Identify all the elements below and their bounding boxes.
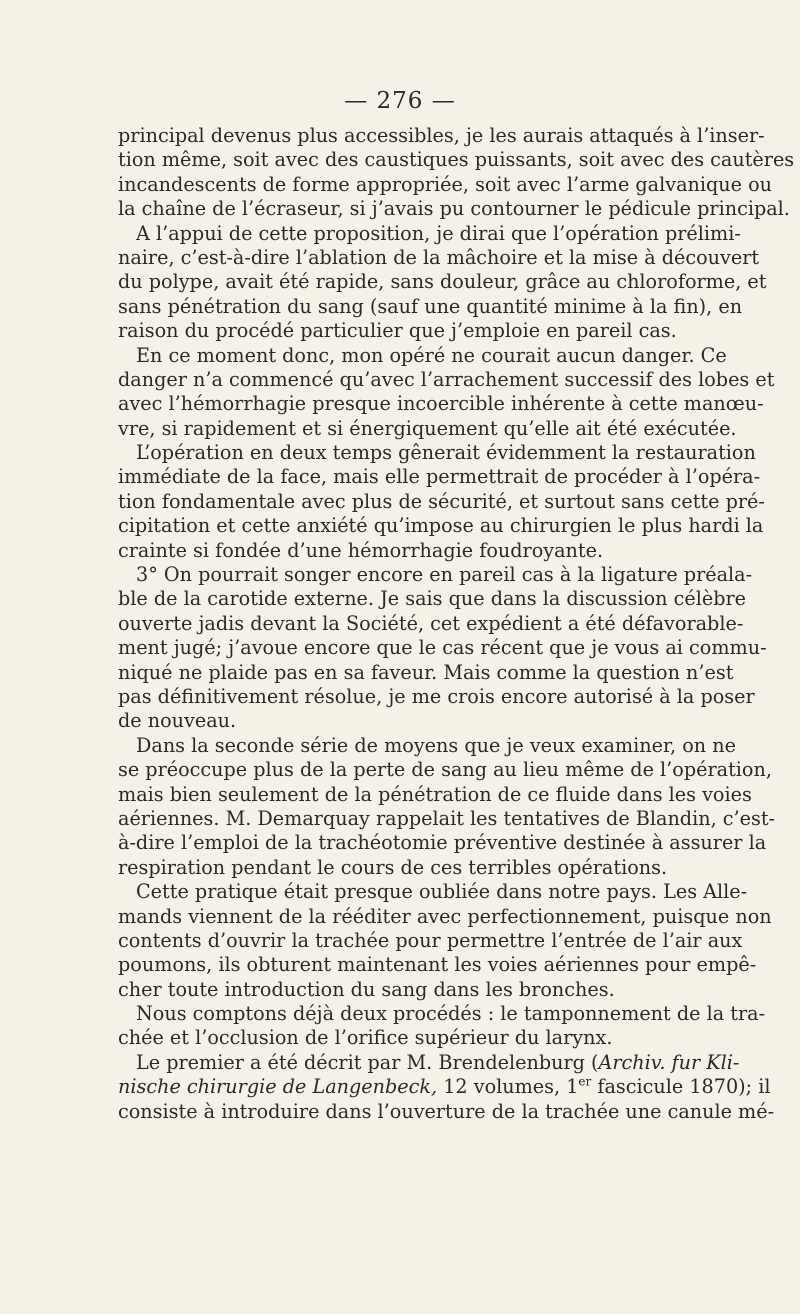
- text-segment: fascicule 1870); il: [591, 1075, 771, 1099]
- text-line: principal devenus plus accessibles, je les aurais attaqués à l’inser-: [118, 124, 765, 147]
- text-line: incandescents de forme appropriée, soit avec l’arme galvanique ou: [118, 172, 773, 196]
- text-line: contents d’ouvrir la trachée pour permettre l’entrée de l’air aux: [118, 928, 743, 952]
- text-line: Nous comptons déjà deux procédés : le tamponnement de la tra-: [136, 1002, 766, 1026]
- text-segment: Le premier a été décrit par M. Brendelenburg (: [136, 1050, 599, 1074]
- text-line: se préoccupe plus de la perte de sang au lieu même de l’opération,: [118, 758, 772, 782]
- text-line: mais bien seulement de la pénétration de ce fluide dans les voies: [118, 782, 752, 806]
- text-line: cipitation et cette anxiété qu’impose au chirurgien le plus hardi la: [118, 514, 764, 538]
- text-line: A l’appui de cette proposition, je dirai que l’opération prélimi-: [136, 221, 741, 245]
- text-line: tion même, soit avec des caustiques puissants, soit avec des cautères: [118, 148, 795, 172]
- text-line: En ce moment donc, mon opéré ne courait aucun danger. Ce: [136, 343, 727, 367]
- text-line: sans pénétration du sang (sauf une quantité minime à la fin), en: [118, 294, 743, 318]
- text-line: aériennes. M. Demarquay rappelait les tentatives de Blandin, c’est-: [118, 806, 776, 830]
- text-line: vre, si rapidement et si énergiquement qu’elle ait été exécutée.: [118, 416, 737, 440]
- text-line: immédiate de la face, mais elle permettrait de procéder à l’opéra-: [118, 465, 761, 489]
- citation-title: nische chirurgie de Langenbeck,: [118, 1075, 438, 1099]
- text-line: mands viennent de la rééditer avec perfectionnement, puisque non: [118, 904, 772, 928]
- text-line: à-dire l’emploi de la trachéotomie préventive destinée à assurer la: [118, 831, 767, 855]
- text-line: crainte si fondée d’une hémorrhagie foudroyante.: [118, 538, 604, 562]
- text-line: [118, 1050, 740, 1075]
- text-line: poumons, ils obturent maintenant les voies aériennes pour empê-: [118, 953, 757, 977]
- text-segment: 12 volumes, 1: [437, 1075, 579, 1099]
- text-line: du polype, avait été rapide, sans douleur, grâce au chloroforme, et: [118, 270, 767, 294]
- text-line: respiration pendant le cours de ces terribles opérations.: [118, 855, 668, 879]
- page-number-header: — 276 —: [344, 88, 456, 114]
- text-line: pas définitivement résolue, je me crois encore autorisé à la poser: [118, 684, 755, 708]
- text-line: 3° On pourrait songer encore en pareil cas à la ligature préala-: [136, 563, 753, 587]
- superscript: er: [578, 1074, 592, 1089]
- text-line: cher toute introduction du sang dans les bronches.: [118, 977, 615, 1001]
- text-line: ouverte jadis devant la Société, cet expédient a été défavorable-: [118, 611, 744, 635]
- text-line: niqué ne plaide pas en sa faveur. Mais comme la question n’est: [118, 660, 734, 684]
- text-line: chée et l’occlusion de l’orifice supérieur du larynx.: [118, 1026, 613, 1050]
- text-line: de nouveau.: [118, 709, 237, 733]
- text-line: avec l’hémorrhagie presque incoercible inhérente à cette manœu-: [118, 392, 764, 416]
- text-line: ble de la carotide externe. Je sais que dans la discussion célèbre: [118, 587, 747, 611]
- text-line: ment jugé; j’avoue encore que le cas récent que je vous ai commu-: [118, 636, 767, 660]
- text-line: consiste à introduire dans l’ouverture de la trachée une canule mé-: [118, 1099, 775, 1123]
- text-line: Dans la seconde série de moyens que je veux examiner, on ne: [136, 733, 736, 757]
- text-line: [118, 1074, 771, 1099]
- text-line: Cette pratique était presque oubliée dans notre pays. Les Alle-: [136, 880, 748, 904]
- text-line: raison du procédé particulier que j’emploie en pareil cas.: [118, 319, 677, 343]
- text-line: naire, c’est-à-dire l’ablation de la mâchoire et la mise à découvert: [118, 245, 760, 269]
- text-line: L’opération en deux temps gênerait évidemment la restauration: [136, 441, 756, 465]
- citation-title: Archiv. fur Kli-: [598, 1050, 740, 1074]
- body-text: [118, 124, 795, 1124]
- text-line: tion fondamentale avec plus de sécurité, et surtout sans cette pré-: [118, 489, 765, 513]
- text-line: danger n’a commencé qu’avec l’arrachement successif des lobes et: [118, 367, 775, 391]
- text-line: la chaîne de l’écraseur, si j’avais pu contourner le pédicule principal.: [118, 197, 790, 221]
